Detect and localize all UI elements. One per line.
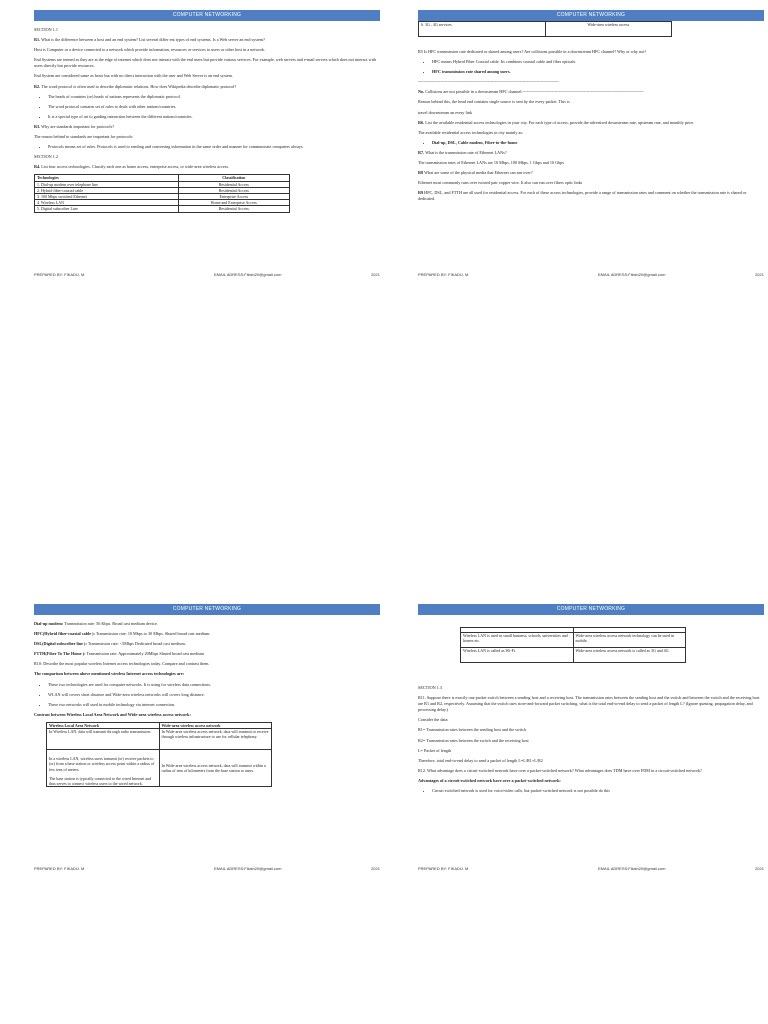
paragraph: Contrast between Wireless Local Area Network and Wide-area wireless access network: — [34, 711, 191, 717]
paragraph: Reason behind this, the head end contains single source is sent by the every packet. This is — [418, 99, 570, 105]
page-header-bar: COMPUTER NETWORKING — [34, 604, 380, 615]
question-r4: R4. List four access technologies. Classify each one as home access, enterprise access, or wide-area wireless access. — [34, 164, 229, 170]
question-r12: R12. What advantage does a circuit-switched network have over a packet-switched network? What advantages does TDM have over FDM in a circuit-switched network? — [418, 767, 702, 773]
list-item: • Protocols means set of rules. Protocols is used to sending and conversing information in the same order and manner for communicate computers always. — [48, 144, 380, 150]
paragraph: HFC(Hybrid fiber-coaxial cable ): Transmission rate: 10 Mbps to 30 Mbps. Shared broad cast medium. — [34, 631, 211, 637]
bullet-list — [418, 140, 764, 146]
table-row: Wireless LAN is called as Wi-Fi. Wide-area wireless access network is called as 3G and 4G. — [461, 648, 686, 663]
paragraph: R2= Transmission rates between the switch and the receiving host — [418, 737, 529, 743]
list-item: • HFC means Hybrid Fiber Coaxial cable. Its combines coaxial cable and fiber opticals. — [432, 59, 764, 65]
bullet-list — [34, 94, 380, 120]
page-footer: PREPARED BY: FIKADU. M EMAIL ADRESS:Fikish20@gmail.com 2021 — [418, 272, 764, 277]
paragraph: Therefore, total end-to-end delay to send a packet of length L=L/R1+L/R2 — [418, 757, 543, 763]
paragraph: FTTH(Fiber To The Home ): Transmission rate: Approximately 20Mbps Shared broad cast medium — [34, 651, 204, 657]
page-header-bar: COMPUTER NETWORKING — [418, 604, 764, 615]
paragraph: travel downstream an every link — [418, 109, 472, 115]
list-item: • It is a special type of art to guiding interaction between the different nations/countries. — [48, 114, 380, 120]
paragraph: Host is Computer or a device connected to a network which provide information, resources or services to users or other host in a network. — [34, 47, 266, 53]
list-item: • These two technologies are used for computer networks. It is using for wireless data connections. — [48, 682, 380, 688]
paragraph: Dial-up modem: Transmission rate: 56 Kbps. Broad cast medium device. — [34, 621, 158, 626]
list-item: • Dial-up, DSL, Cable modem, Fiber-to-the-home — [432, 140, 764, 146]
table-row: 6. 3G , 4G services Wide-area wireless access — [419, 22, 672, 37]
table-header: Classification — [178, 175, 289, 181]
bullet-list — [418, 59, 764, 75]
page-footer: PREPARED BY: FIKADU. M EMAIL ADRESS:Fikish20@gmail.com 2021 — [418, 866, 764, 871]
table-row: 5. Digital subscriber Line Residential Access — [35, 206, 290, 212]
question-r1: R1. What is the difference between a host and an end system? List several differ ent types of end systems. Is a Web server an end system? — [34, 37, 265, 43]
list-item: • WLAN will covers short distance and Wide-area wireless networks will covers long distance. — [48, 692, 380, 698]
paragraph: Consider the data: — [418, 717, 449, 723]
wireless-contrast-table — [46, 722, 272, 787]
list-item: • HFC transmission rate shared among users. — [432, 69, 764, 75]
paragraph: The reason behind to standards are important for protocols: — [34, 134, 134, 140]
question-r11: R11. Suppose there is exactly one packet switch between a sending host and a receiving host. The transmission rates between the sending host and the switch and between the switch and the receiving host are R1 and R2, respectively. Assuming that the switch uses store-and-forward packet switching, what is the total end-to-end delay to send a packet of length L? (Ignore queuing, propagation delay, and processing delay.) — [418, 695, 760, 713]
paragraph: L= Packet of length — [418, 747, 452, 753]
page-footer: PREPARED BY: FIKADU. M EMAIL ADRESS:Fikish20@gmail.com 2021 — [34, 866, 380, 871]
wireless-contrast-table-continued — [460, 627, 686, 663]
question-r6: R6. List the available residential access technologies in your city. For each type of access, provide the advertised downstream rate, upstream rate, and monthly price. — [418, 119, 695, 125]
question-r5: R5 Is HFC transmission rate dedicated or shared among users? Are collisions possible in a downstream HFC channel? Why or why not? — [418, 49, 647, 54]
table-row: 2. Hybrid fiber-coaxial cable Residential Access — [35, 187, 290, 193]
paragraph: The comparison between above mentioned wireless Internet access technologies are: — [34, 671, 184, 677]
table-header: Technologies — [35, 175, 179, 181]
answer-no: No. Collisions are not possible in a downstream HFC channel.--------------------------------------------------------------------------------------- — [418, 89, 644, 95]
page-header-bar: COMPUTER NETWORKING — [34, 10, 380, 21]
paragraph: Advantages of a circuit-switched network have over a packet-switched network: — [418, 777, 561, 783]
bullet-list — [418, 788, 764, 794]
paragraph: Ethernet most commonly runs over twisted pair copper wire. It also can run over fibers optic links — [418, 180, 583, 186]
access-technologies-table — [34, 174, 290, 212]
question-r7: R7. What is the transmission rate of Ethernet LANs? — [418, 149, 507, 155]
document-page-2 — [418, 10, 764, 275]
bullet-list — [34, 144, 380, 150]
paragraph: The transmission rates of Ethernet LANs are 10 Mbps, 100 Mbps, 1 Gbps and 10 Gbps — [418, 160, 564, 166]
divider-dashes: ----------------------------------------------------------------------------------------------------- — [418, 79, 559, 85]
list-item: • The heads of countries (or) heads of nations represents the diplomatic protocol. — [48, 94, 380, 100]
question-r9: R9 HFC, DSL, and FTTH are all used for residential access. For each of these access technologies, provide a range of transmission rates and comment on whether the transmission rate is shared or dedicated. — [418, 190, 747, 202]
document-page-4 — [418, 604, 764, 881]
question-r2: R2. The word protocol is often used to describe diplomatic relations. How does Wikipedia describe diplomatic protocol? — [34, 83, 237, 89]
list-item: • Circuit switched network is used for voice/video calls, but packet-switched network is not possible do this — [432, 788, 764, 794]
table-row: 3. 100 Mbps switched Ethernet Enterprise Access — [35, 193, 290, 199]
bullet-list — [34, 682, 380, 708]
paragraph: End System are considered same as hosts but with no direct interaction with the user and Web Server is an end system. — [34, 73, 233, 79]
paragraph: The available residential access technologies in city mainly as: — [418, 129, 524, 135]
section-heading: SECTION 1.1 — [34, 27, 58, 32]
table-row: In a wireless LAN, wireless users transmit (or) receive packets to (or) from a base station or wireless access point within a radius of few tens of meters. The base station is typically connected to the wired Internet and thus serves to connect wireless users to the wired network. In Wide-area wireless access network, data will transmit within a radius of tens of kilometers from the base station to users. — [47, 750, 272, 787]
paragraph: DSL(Digital subscriber line ): Transmission rate: <5Mbps Dedicated broad cast medium. — [34, 641, 186, 647]
table-header: Wireless Local Area Network — [47, 722, 160, 728]
list-item: • These two networks will used in mobile technology via internet connection. — [48, 702, 380, 708]
continued-table — [418, 21, 672, 37]
page-footer: PREPARED BY: FIKADU. M EMAIL ADRESS:Fikish20@gmail.com 2021 — [34, 272, 380, 277]
table-row: Wireless LAN is used in small business, schools, universities and homes etc. Wide-area wireless access network technology can be used in mobile. — [461, 633, 686, 648]
section-heading: SECTION 1.3 — [418, 685, 442, 690]
document-page-1 — [34, 10, 380, 275]
table-row: 1. Dial-up modem over telephone line Residential Access — [35, 181, 290, 187]
question-r8: R8 What are some of the physical media that Ethernet can run over? — [418, 170, 533, 176]
table-row: In Wireless LAN, data will transmit through radio transmission. In Wide-area wireless access network, data will transmit or receive through wireless infrastructure to use for cellular telephony. — [47, 729, 272, 750]
list-item: • The word protocol contains set of rules to deals with other nations/countries. — [48, 104, 380, 110]
paragraph: End Systems are termed as they are at the edge of internet which does not interact with the end users but provide various services. For example, web servers and e-mail servers which does not interact with users directly but provide resources. — [34, 57, 376, 69]
question-r10: R10: Describe the most popular wireless Internet access technologies today. Compare and contrast them. — [34, 661, 210, 667]
table-row: 4. Wireless LAN Home and Enterprise Access — [35, 200, 290, 206]
page-header-bar: COMPUTER NETWORKING — [418, 10, 764, 21]
table-header: Wide-area wireless access network — [159, 722, 272, 728]
document-page-3 — [34, 604, 380, 869]
question-r3: R3. Why are standards important for protocols? — [34, 123, 115, 129]
section-heading: SECTION 1.2 — [34, 154, 58, 160]
paragraph: R1= Transmission rates between the sending host and the switch — [418, 727, 527, 733]
